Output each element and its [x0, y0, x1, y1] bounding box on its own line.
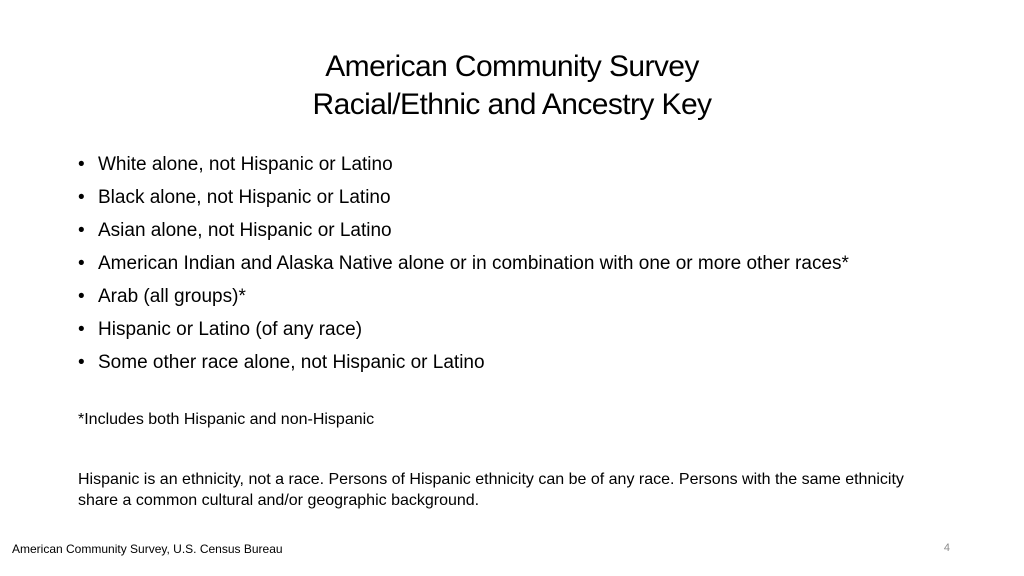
bullet-text: Black alone, not Hispanic or Latino — [98, 187, 391, 208]
title-line-2: Racial/Ethnic and Ancestry Key — [312, 88, 712, 121]
bullet-item — [78, 154, 918, 176]
bullet-text: American Indian and Alaska Native alone or in combination with one or more other races* — [98, 253, 849, 274]
bullet-dot-icon: • — [78, 253, 85, 274]
ethnicity-paragraph: Hispanic is an ethnicity, not a race. Persons of Hispanic ethnicity can be of any race. Persons with the same ethnicity share a common cultural and/or geographic background. — [78, 471, 904, 509]
bullet-list — [78, 154, 918, 385]
footnote: *Includes both Hispanic and non-Hispanic — [78, 411, 375, 428]
bullet-dot-icon: • — [78, 187, 85, 208]
bullet-item — [78, 253, 918, 275]
bullet-item — [78, 319, 918, 341]
bullet-item — [78, 220, 918, 242]
bullet-dot-icon: • — [78, 286, 85, 307]
bullet-item — [78, 352, 918, 374]
bullet-text: Asian alone, not Hispanic or Latino — [98, 220, 392, 241]
bullet-dot-icon: • — [78, 154, 85, 175]
title-line-1: American Community Survey — [325, 50, 699, 83]
bullet-dot-icon: • — [78, 319, 85, 340]
bullet-item — [78, 286, 918, 308]
bullet-dot-icon: • — [78, 352, 85, 373]
footer-source: American Community Survey, U.S. Census Bureau — [12, 542, 283, 556]
bullet-text: Some other race alone, not Hispanic or Latino — [98, 352, 485, 373]
bullet-text: Arab (all groups)* — [98, 286, 246, 307]
slide-title — [100, 48, 924, 124]
bullet-text: White alone, not Hispanic or Latino — [98, 154, 393, 175]
page-number: 4 — [943, 542, 950, 554]
bullet-text: Hispanic or Latino (of any race) — [98, 319, 363, 340]
bullet-item — [78, 187, 918, 209]
bullet-dot-icon: • — [78, 220, 85, 241]
